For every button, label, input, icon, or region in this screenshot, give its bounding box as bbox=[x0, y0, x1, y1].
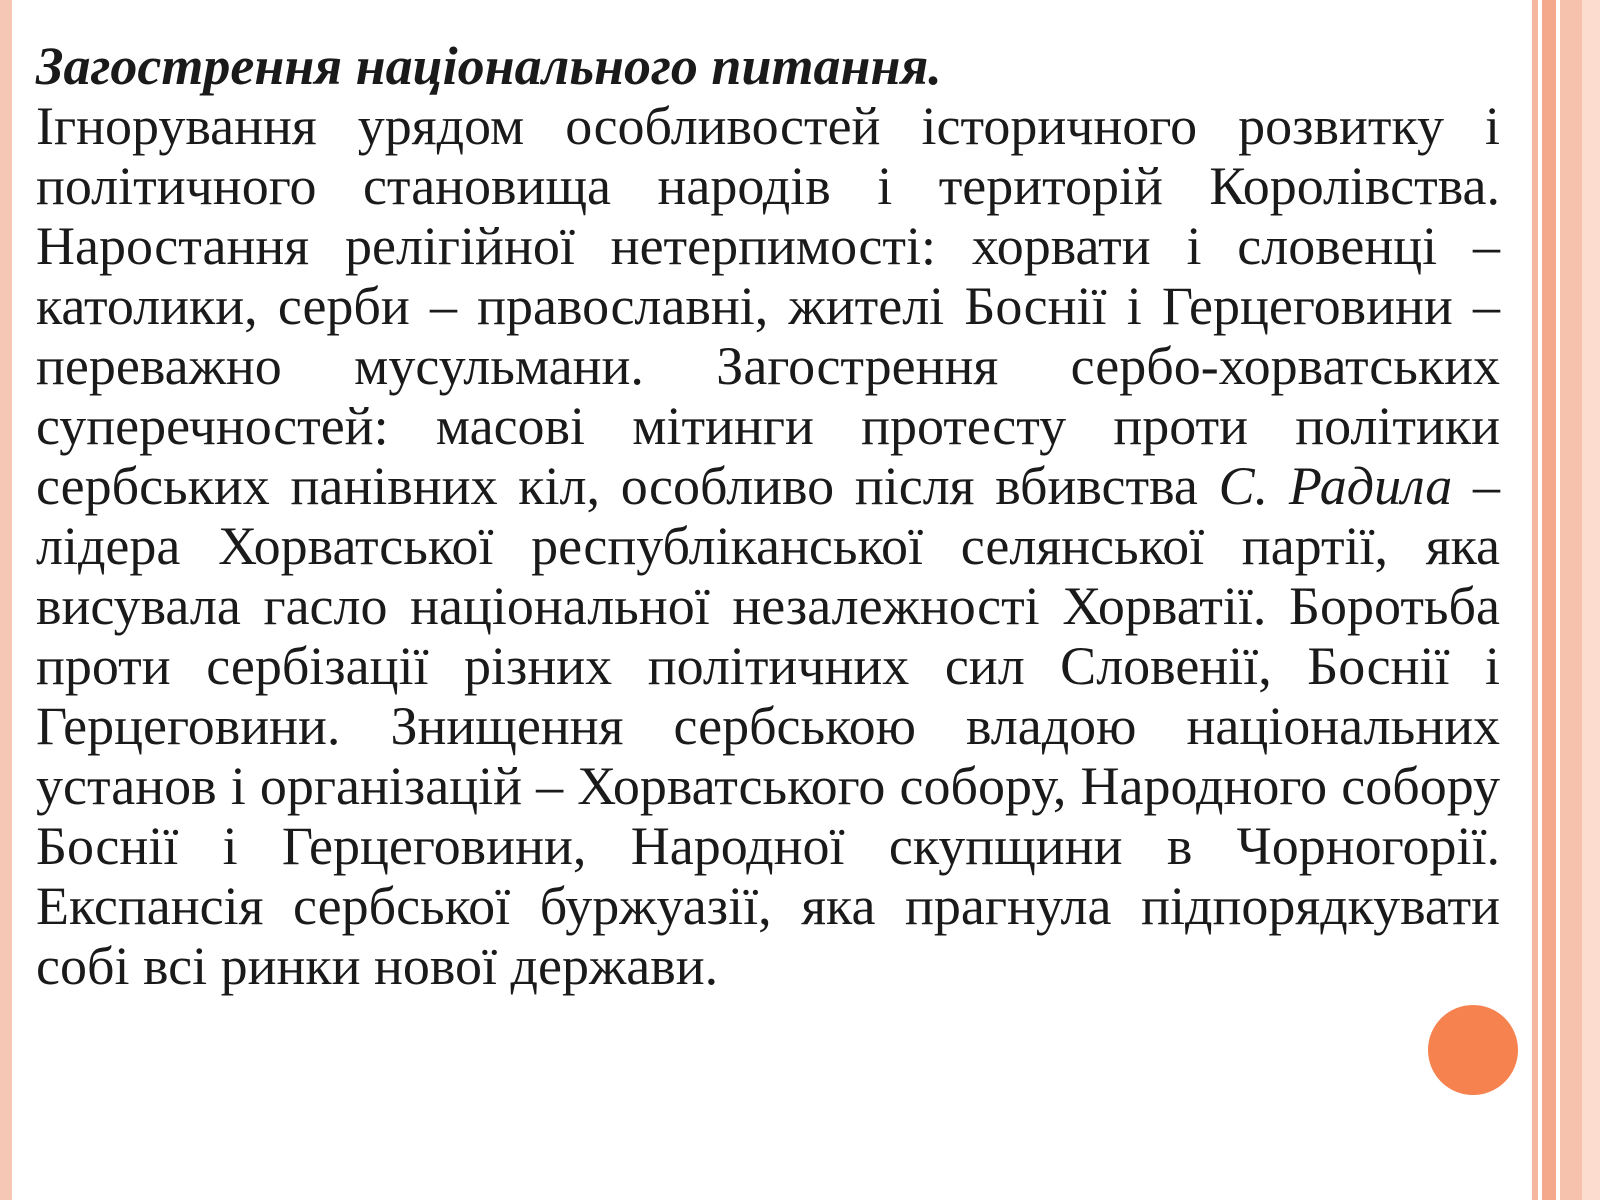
left-border-decoration bbox=[0, 0, 12, 1200]
slide-body-text bbox=[36, 96, 1500, 996]
right-stripe-decoration bbox=[1542, 0, 1556, 1200]
right-stripe-decoration bbox=[1560, 0, 1582, 1200]
body-text-part1: Ігнорування урядом особливостей історичного розвитку і політичного становища народів і територій Королівства. Наростання релігійної нетерпимості: хорвати і словенці – католики, серби – православні, жителі Боснії і Герцеговини – переважно мусульмани. Загострення сербо-хорватських суперечностей: масові мітинги протесту проти політики сербських панівних кіл, особливо після вбивства bbox=[36, 96, 1500, 516]
slide-content bbox=[36, 36, 1500, 996]
body-italic-name: С. Радила bbox=[1218, 456, 1453, 516]
slide-heading: Загострення національного питання. bbox=[36, 36, 942, 96]
decorative-circle-icon bbox=[1425, 1002, 1521, 1098]
right-stripe-decoration bbox=[1582, 0, 1600, 1200]
body-text-part2: – лідера Хорватської республіканської селянської партії, яка висувала гасло національної незалежності Хорватії. Боротьба проти сербізації різних політичних сил Словенії, Боснії і Герцеговини. Знищення сербською владою національних установ і організацій – Хорватського собору, Народного собору Боснії і Герцеговини, Народної скупщини в Чорногорії. Експансія сербської буржуазії, яка прагнула підпорядкувати собі всі ринки нової держави. bbox=[36, 456, 1500, 996]
